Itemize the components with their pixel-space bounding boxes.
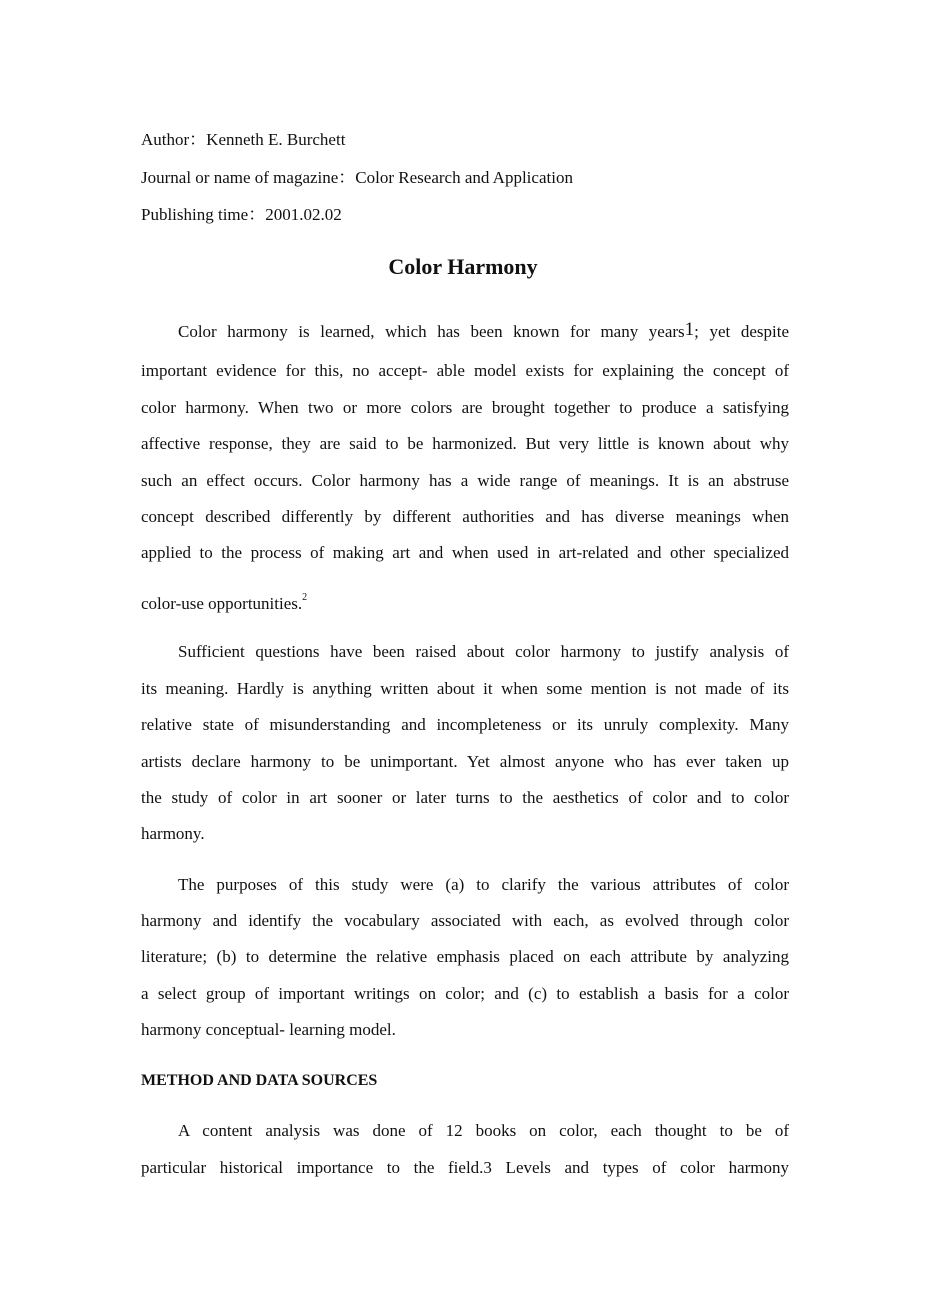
paragraph-1-line-7: applied to the process of making art and when used in art-related and other specialized	[141, 543, 789, 562]
document-title: Color Harmony	[388, 254, 538, 279]
paragraph-2-line-3: relative state of misunderstanding and incompleteness or its unruly complexity. Many	[141, 715, 789, 734]
paragraph-2-line-6: harmony.	[141, 824, 205, 843]
paragraph-1-last-text: color-use opportunities.	[141, 594, 303, 613]
paragraph-1-text-rest: ; yet despite	[694, 322, 789, 341]
paragraph-1-line-4: affective response, they are said to be harmonized. But very little is known about why	[141, 434, 789, 453]
paragraph-2-line-4: artists declare harmony to be unimportant. Yet almost anyone who has ever taken up	[141, 752, 789, 771]
paragraph-3-line-2: harmony and identify the vocabulary associated with each, as evolved through color	[141, 911, 789, 930]
paragraph-1-text: Color harmony is learned, which has been known for many years	[178, 322, 685, 341]
paragraph-3-line-5: harmony conceptual- learning model.	[141, 1020, 396, 1039]
publishing-time-line: Publishing time：2001.02.02	[141, 205, 342, 224]
paragraph-1-line-1	[178, 319, 789, 343]
footnote-ref-2: 2	[302, 592, 308, 603]
paragraph-4-line-1: A content analysis was done of 12 books on color, each thought to be of	[178, 1121, 789, 1140]
paragraph-2-line-5: the study of color in art sooner or later turns to the aesthetics of color and to color	[141, 788, 789, 807]
paragraph-1-line-3: color harmony. When two or more colors are brought together to produce a satisfying	[141, 398, 789, 417]
paragraph-1-line-6: concept described differently by different authorities and has diverse meanings when	[141, 507, 789, 526]
paragraph-3-line-3: literature; (b) to determine the relative emphasis placed on each attribute by analyzing	[141, 947, 789, 966]
paragraph-1-line-8	[141, 587, 789, 615]
paragraph-2-line-1: Sufficient questions have been raised about color harmony to justify analysis of	[178, 642, 789, 661]
paragraph-1-line-5: such an effect occurs. Color harmony has a wide range of meanings. It is an abstruse	[141, 471, 789, 490]
author-line: Author：Kenneth E. Burchett	[141, 130, 346, 149]
paragraph-3-line-1: The purposes of this study were (a) to clarify the various attributes of color	[178, 875, 789, 894]
paragraph-1-line-2: important evidence for this, no accept- able model exists for explaining the concept of	[141, 361, 789, 380]
section-heading: METHOD AND DATA SOURCES	[141, 1072, 378, 1089]
journal-line: Journal or name of magazine：Color Research and Application	[141, 168, 573, 187]
footnote-ref-1: 1	[684, 319, 695, 340]
paragraph-2-line-2: its meaning. Hardly is anything written about it when some mention is not made of its	[141, 679, 789, 698]
paragraph-4-line-2: particular historical importance to the field.3 Levels and types of color harmony	[141, 1158, 789, 1177]
paragraph-3-line-4: a select group of important writings on color; and (c) to establish a basis for a color	[141, 984, 789, 1003]
